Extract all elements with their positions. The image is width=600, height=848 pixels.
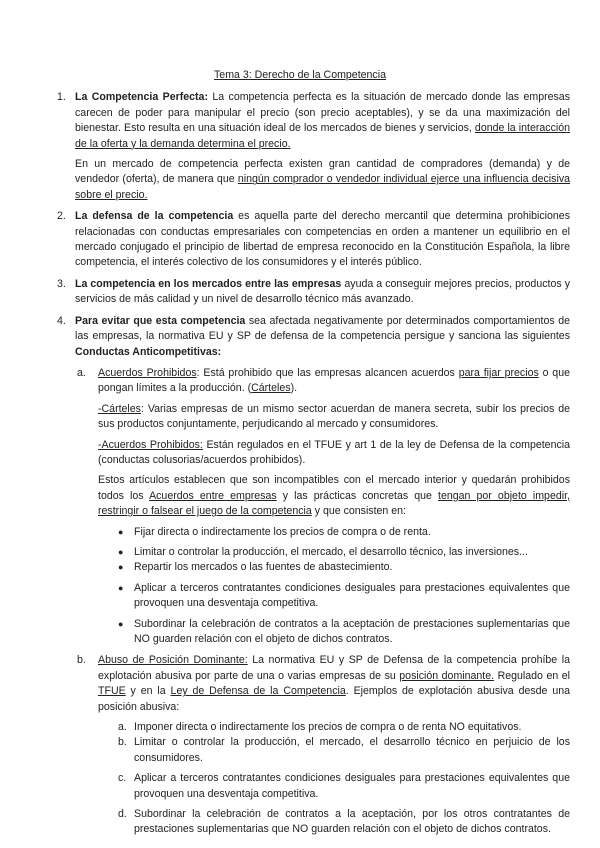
underlined-text: ningún comprador o vendedor individual ejerce una influencia decisiva sobre el precio. [75,173,571,201]
paragraph [98,653,570,715]
list-number: 1. [57,91,66,104]
bold-text: Para evitar que esta competencia [75,314,246,327]
document-title: Tema 3: Derecho de la Competencia [214,69,386,81]
underlined-text: posición dominante. [399,669,495,682]
text-segment: o que pongan límites a la producción. ( [98,366,570,395]
paragraph [75,157,570,203]
list-item-3 [57,277,570,313]
text-segment: Están regulados en el TFUE y art 1 de la ley de Defensa de la competencia (conductas colusorias/acuerdos prohibidos). [98,438,570,466]
nested-list-text: Limitar o controlar la producción, el mercado, el desarrollo técnico en perjuicio de los consumidores. [134,736,570,764]
underlined-text: TFUE [98,685,126,698]
nested-list-text: Repartir los mercados o las fuentes de abastecimiento. [134,561,393,574]
list-number: 2. [57,210,66,223]
nested-list-text: Subordinar la celebración de contratos a la aceptación, por los otros contratantes de prestaciones suplementarias que NO guarden relación con el objeto de dichos contratos. [134,808,570,836]
underlined-text: Ley de Defensa de la Competencia [170,685,346,698]
nested-list-item [118,720,570,735]
sub-item-a [77,366,570,653]
paragraph [98,402,570,433]
bullet-icon: ● [118,582,124,593]
bold-text: La defensa de la competencia [75,210,234,223]
text-segment: En un mercado de competencia perfecta existen gran cantidad de compradores (demanda) y de vendedor (oferta), de manera que [75,158,570,186]
nested-list-item [118,545,570,560]
text-segment: : Varias empresas de un mismo sector acuerdan de manera secreta, subir los precios de sus productos conjuntamente, perjudicando al mercado y consumidores. [98,402,570,431]
text-segment: Regulado en el [494,669,570,682]
sub-item-letter: b. [77,654,86,667]
nested-list-letter: d. [118,808,127,821]
bullet-icon: ● [118,526,124,537]
text-segment: sea afectada negativamente por determinados comportamientos de las empresas, la normativa EU y SP de defensa de la competencia persigue y sanciona las siguientes [75,314,570,343]
sub-item-body [98,366,570,653]
nested-list-item [118,581,570,617]
underlined-text: -Acuerdos Prohibidos: [98,438,203,451]
text-segment: y que consisten en: [311,505,406,518]
text-segment: ). [290,382,298,395]
underlined-text: Acuerdos Prohibidos [98,366,197,379]
list-item-1 [57,90,570,208]
paragraph [98,473,570,519]
sub-item-letter: a. [77,366,86,379]
document-body [57,90,570,842]
nested-list-text: Limitar o controlar la producción, el mercado, el desarrollo técnico, las inversiones... [134,545,528,558]
paragraph [75,277,570,308]
text-segment: La normativa EU y SP de Defensa de la competencia prohíbe la explotación abusiva por parte de una o varias empresas de su [98,654,570,682]
list-item-4 [57,314,570,365]
text-segment: La competencia perfecta es la situación de mercado donde las empresas carecen de poder para manipular el precio (son precio aceptables), y se da una maximización del bienestar. Esto resulta en una situación ideal de los mercados de bienes y servicios, [75,91,570,135]
bold-text: Conductas Anticompetitivas: [75,345,222,358]
bold-text: La Competencia Perfecta: [75,91,208,104]
nested-list-item [118,560,570,580]
nested-list-text: Aplicar a terceros contratantes condiciones desiguales para prestaciones equivalentes que provoquen una desventaja competitiva. [134,581,570,610]
underlined-text: donde la interacción de la oferta y la demanda determina el precio. [75,122,571,150]
list-number: 4. [57,314,66,327]
text-segment: ayuda a conseguir mejores precios, productos y servicios de más calidad y un nivel de desarrollo técnico más avanzado. [75,277,570,306]
list-item-2 [57,209,570,276]
paragraph [98,438,570,469]
underlined-text: Acuerdos entre empresas [149,489,277,502]
nested-list-letter: c. [118,772,127,785]
nested-list-text: Subordinar la celebración de contratos a la aceptación de prestaciones suplementarias que NO guarden relación con el objeto de dichos contratos. [134,617,570,645]
paragraph [75,209,570,271]
underlined-text: Cárteles [251,382,291,395]
sub-item-b [77,653,570,842]
nested-list-item [118,771,570,807]
nested-list-letter: a. [118,721,127,734]
bullet-icon: ● [118,562,124,573]
list-item-body [75,90,570,208]
underlined-text: -Cárteles [98,402,141,415]
text-segment: es aquella parte del derecho mercantil que determina prohibiciones relacionadas con conductas empresariales con competencias en orden a mantener un equilibrio en el mercado conjugado el principio de libertad de empresa reconocido en la Constitución Española, la libre competencia, el interés colectivo de los consumidores y el interés público. [75,210,570,269]
nested-list-text: Imponer directa o indirectamente los precios de compra o de renta NO equitativos. [134,721,522,734]
list-item-body [75,277,570,313]
paragraph [75,90,570,152]
bullet-icon: ● [118,546,124,557]
text-segment: Estos artículos establecen que son incompatibles con el mercado interior y quedarán prohibidos todos los [98,474,570,502]
nested-list-item [118,735,570,771]
paragraph [98,366,570,397]
list-number: 3. [57,277,66,290]
nested-list-item [118,617,570,653]
underlined-text: tengan por objeto impedir, restringir o falsear el juego de la competencia [98,489,570,518]
list-item-body [75,314,570,365]
sub-item-body [98,653,570,842]
nested-list-item [118,807,570,843]
bullet-icon: ● [118,618,124,629]
text-segment: y en la [125,685,171,698]
text-segment: . Ejemplos de explotación abusiva desde una posición abusiva: [98,685,570,713]
underlined-text: para fijar precios [458,366,539,379]
bold-text: La competencia en los mercados entre las empresas [75,277,342,290]
underlined-text: Abuso de Posición Dominante: [98,654,248,667]
text-segment: y las prácticas concretas que [276,489,439,502]
list-item-body [75,209,570,276]
text-segment: : Está prohibido que las empresas alcancen acuerdos [196,366,459,379]
nested-list-letter: b. [118,736,127,749]
nested-list-text: Aplicar a terceros contratantes condiciones desiguales para prestaciones equivalentes que provoquen una desventaja competitiva. [134,772,570,800]
paragraph [75,314,570,360]
nested-list-text: Fijar directa o indirectamente los precios de compra o de renta. [134,525,431,538]
nested-list-item [118,525,570,545]
